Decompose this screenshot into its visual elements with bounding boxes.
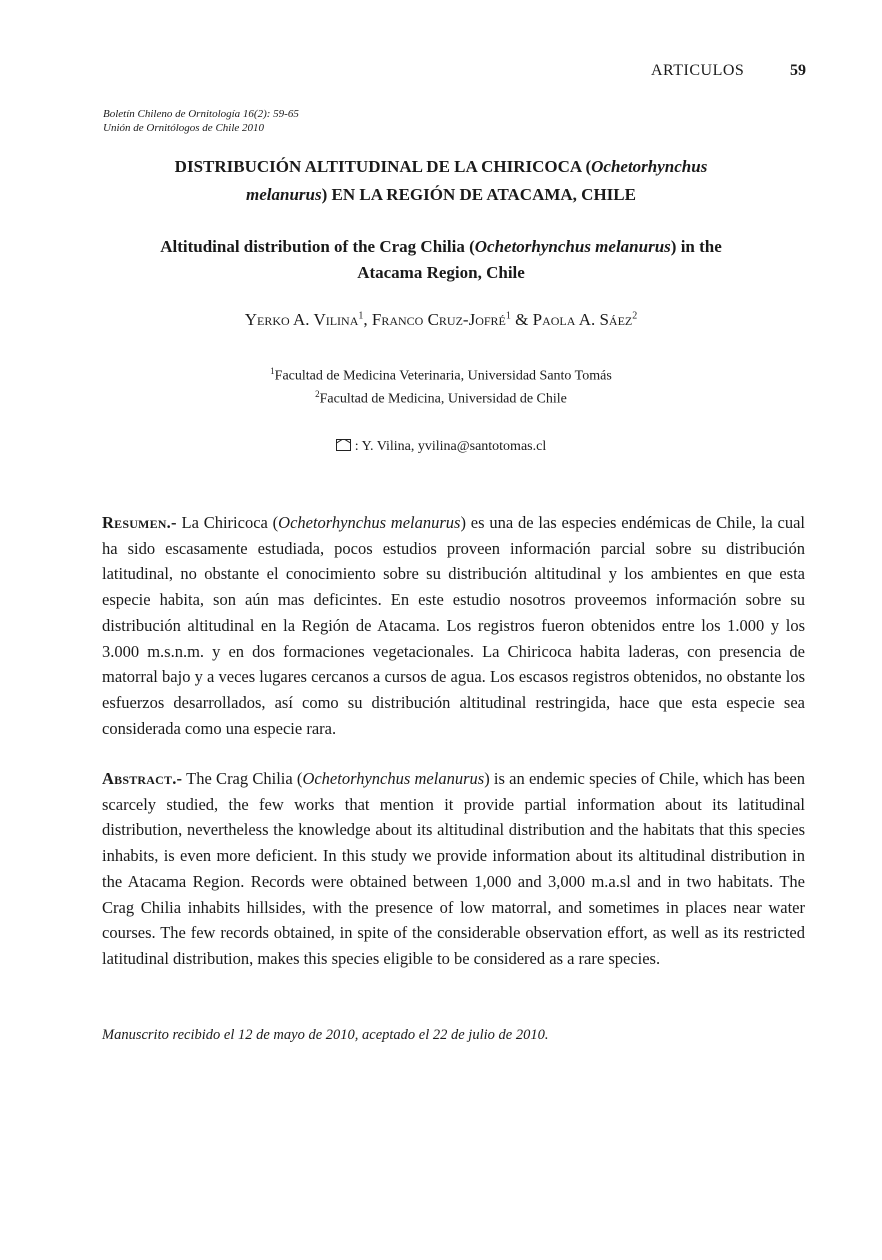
author-separator: , (363, 310, 372, 329)
resumen-pre: La Chiricoca ( (176, 513, 279, 532)
title-en-line2: Atacama Region, Chile (357, 263, 525, 282)
abstract-pre: The Crag Chilia ( (182, 769, 303, 788)
title-english (90, 234, 792, 286)
author-name: Yerko A. Vilina (244, 310, 359, 329)
affiliation-mark: 2 (315, 389, 320, 399)
manuscript-dates: Manuscrito recibido el 12 de mayo de 2010, aceptado el 22 de julio de 2010. (102, 1027, 549, 1043)
abstract-sci-name: Ochetorhynchus melanurus (302, 769, 485, 788)
resumen-label: Resumen.- (102, 513, 177, 532)
affiliation-mark: 1 (270, 366, 275, 376)
abstract-body: ) is an endemic species of Chile, which has been scarcely studied, the few works that mention it provide partial information about its latitudinal distribution, nevertheless the knowledge about its altitudinal distribution and the habitats that this species inhabits, is even more deficient. In this study we provide information about its altitudinal distribution in the Atacama Region. Records were obtained between 1,000 and 3,000 m.a.sl and in two habitats. The Crag Chilia inhabits hillsides, with the presence of low matorral, and sometimes in places near water courses. The few records obtained, in spite of the considerable observation effort, as well as its restricted latitudinal distribution, makes this species eligible to be considered as a rare species. (102, 769, 805, 968)
author-separator: & (510, 310, 533, 329)
resumen-body: ) es una de las especies endémicas de Chile, la cual ha sido escasamente estudiada, pocos estudios proveen información parcial sobre su distribución latitudinal, no obstante el conocimiento sobre su distribución altitudinal y los ambientes en que esta especie habita, son aún mas deficintes. En este estudio nosotros proveemos información sobre su distribución altitudinal en la Región de Atacama. Los registros fueron obtenidos entre los 1.000 y los 3.000 m.s.n.m. y en dos formaciones vegetacionales. La Chiricoca habita laderas, con presencia de matorral bajo y a veces lugares cercanos a cursos de agua. Los escasos registros obtenidos, no obstante los esfuerzos desarrollados, así como su distribución altitudinal restringida, hace que esta especie sea considerada como una especie rara. (102, 513, 805, 738)
journal-publisher-line: Unión de Ornitólogos de Chile 2010 (103, 122, 265, 134)
title-en-part2: ) in the (670, 237, 722, 256)
resumen-sci-name: Ochetorhynchus melanurus (278, 513, 461, 532)
abstract-label: Abstract.- (102, 769, 183, 788)
author-affiliation-mark: 2 (632, 310, 638, 322)
affiliation (90, 366, 792, 385)
author-list (90, 310, 792, 330)
envelope-icon (336, 439, 351, 451)
affiliation-text: Facultad de Medicina, Universidad de Chile (319, 391, 567, 407)
title-es-species: melanurus (246, 185, 322, 204)
title-es-part2: ) EN LA REGIÓN DE ATACAMA, CHILE (321, 185, 636, 204)
title-spanish (90, 153, 792, 209)
author-affiliation-mark: 1 (505, 310, 511, 322)
journal-citation-line: Boletín Chileno de Ornitología 16(2): 59-65 (103, 108, 299, 120)
author-affiliation-mark: 1 (358, 310, 364, 322)
abstract-paragraph (102, 766, 805, 972)
title-es-part1: DISTRIBUCIÓN ALTITUDINAL DE LA CHIRICOCA ( (174, 157, 592, 176)
corresponding-contact (90, 439, 792, 455)
title-en-sci: Ochetorhynchus melanurus (474, 237, 671, 256)
title-en-part1: Altitudinal distribution of the Crag Chilia ( (160, 237, 475, 256)
affiliation (90, 389, 792, 408)
journal-citation (103, 107, 299, 135)
title-es-genus: Ochetorhynchus (591, 157, 708, 176)
running-header-section: ARTICULOS (651, 62, 745, 79)
contact-email[interactable]: : Y. Vilina, yvilina@santotomas.cl (354, 439, 547, 454)
author-name: Franco Cruz-Jofré (371, 310, 506, 329)
affiliation-text: Facultad de Medicina Veterinaria, Universidad Santo Tomás (274, 368, 612, 384)
author-name: Paola A. Sáez (532, 310, 633, 329)
page-number: 59 (790, 62, 806, 79)
resumen-paragraph (102, 510, 805, 741)
